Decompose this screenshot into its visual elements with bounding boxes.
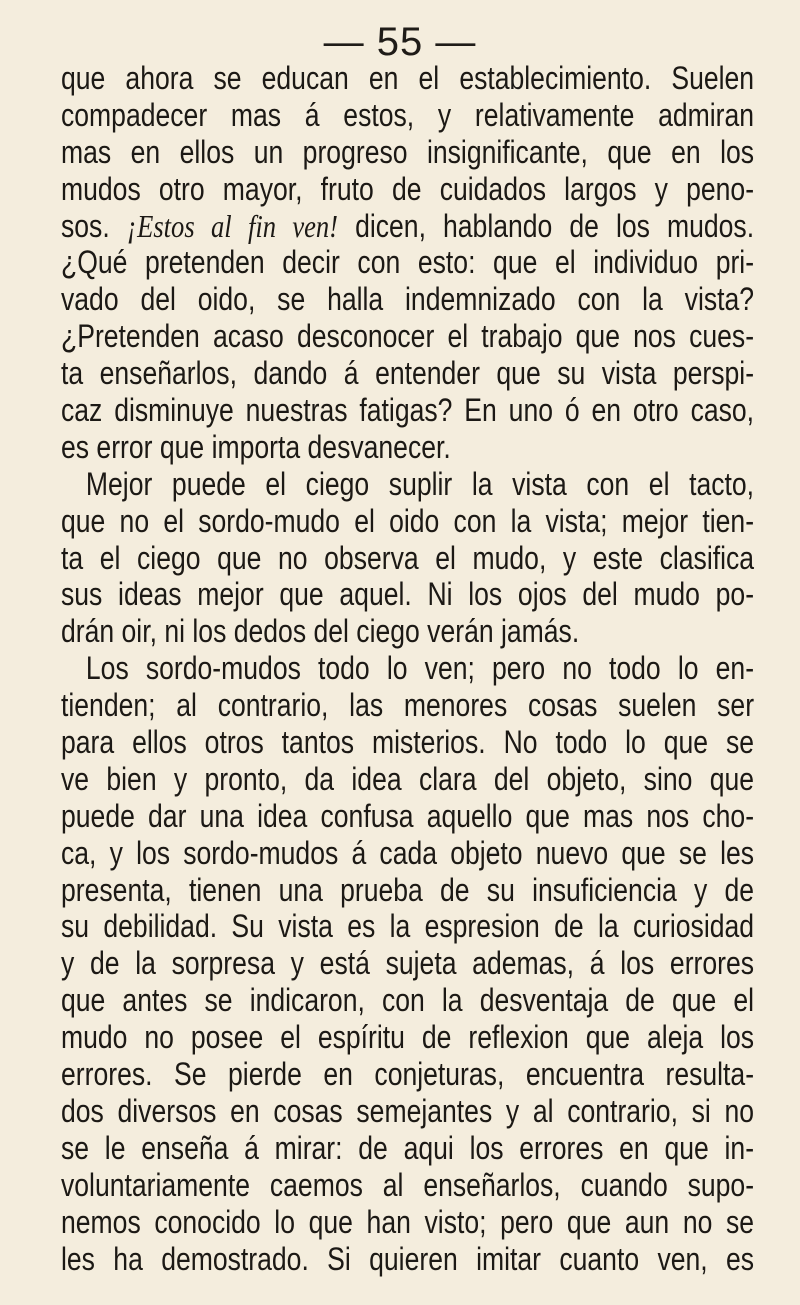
text-line: es error que importa desvanecer.	[61, 428, 451, 465]
text-line: tienden; al contrario, las menores cosas suelen ser	[61, 687, 755, 724]
text-line: nemos conocido lo que han visto; pero que aun no se	[61, 1203, 755, 1240]
text-line: Los sordo-mudos todo lo ven; pero no todo lo en-	[85, 650, 755, 687]
text-line: mas en ellos un progreso insignificante, que en los	[61, 133, 755, 170]
text-line: caz disminuye nuestras fatigas? En uno ó en otro caso,	[61, 392, 755, 429]
text-line: ta enseñarlos, dando á entender que su vista perspi-	[61, 355, 755, 392]
text-line: y de la sorpresa y está sujeta ademas, á los errores	[61, 945, 755, 982]
text-segment: sos.	[61, 207, 127, 244]
text-line: ca, y los sordo-mudos á cada objeto nuevo que se les	[61, 834, 755, 871]
text-line: sus ideas mejor que aquel. Ni los ojos del mudo po-	[61, 576, 755, 613]
text-line: presenta, tienen una prueba de su insuficiencia y de	[61, 871, 755, 908]
text-line: su debilidad. Su vista es la espresion de la curiosidad	[61, 908, 755, 945]
text-line: se le enseña á mirar: de aqui los errores en que in-	[61, 1129, 755, 1166]
italic-quote: ¡Estos al fin ven!	[126, 207, 339, 244]
text-line: voluntariamente caemos al enseñarlos, cuando supo-	[61, 1166, 755, 1203]
text-line: ta el ciego que no observa el mudo, y este clasifica	[61, 539, 755, 576]
text-line	[61, 208, 754, 245]
text-line: puede dar una idea confusa aquello que mas nos cho-	[61, 797, 755, 834]
text-line: dos diversos en cosas semejantes y al contrario, si no	[61, 1092, 755, 1129]
text-line: vado del oido, se halla indemnizado con la vista?	[61, 281, 755, 318]
page-number: — 55 —	[323, 20, 477, 64]
text-line: compadecer mas á estos, y relativamente admiran	[61, 96, 755, 133]
text-line: que no el sordo-mudo el oido con la vista; mejor tien-	[61, 502, 755, 539]
text-line: drán oir, ni los dedos del ciego verán jamás.	[61, 613, 580, 650]
text-line: para ellos otros tantos misterios. No todo lo que se	[61, 724, 755, 761]
text-line: ve bien y pronto, da idea clara del objeto, sino que	[61, 760, 755, 797]
text-line: mudo no posee el espíritu de reflexion que aleja los	[61, 1019, 755, 1056]
text-line: Mejor puede el ciego suplir la vista con el tacto,	[85, 465, 755, 502]
text-line: ¿Qué pretenden decir con esto: que el individuo pri-	[61, 244, 755, 281]
text-line: ¿Pretenden acaso desconocer el trabajo que nos cues-	[61, 318, 755, 355]
text-line: que ahora se educan en el establecimiento. Suelen	[61, 60, 755, 96]
text-line: que antes se indicaron, con la desventaja de que el	[61, 982, 755, 1019]
text-segment: dicen, hablando de los mudos.	[338, 207, 755, 244]
body-text	[61, 60, 755, 1277]
text-line: les ha demostrado. Si quieren imitar cuanto ven, es	[61, 1240, 755, 1277]
text-line: mudos otro mayor, fruto de cuidados largos y peno-	[61, 170, 755, 207]
text-line: errores. Se pierde en conjeturas, encuentra resulta-	[61, 1056, 755, 1093]
